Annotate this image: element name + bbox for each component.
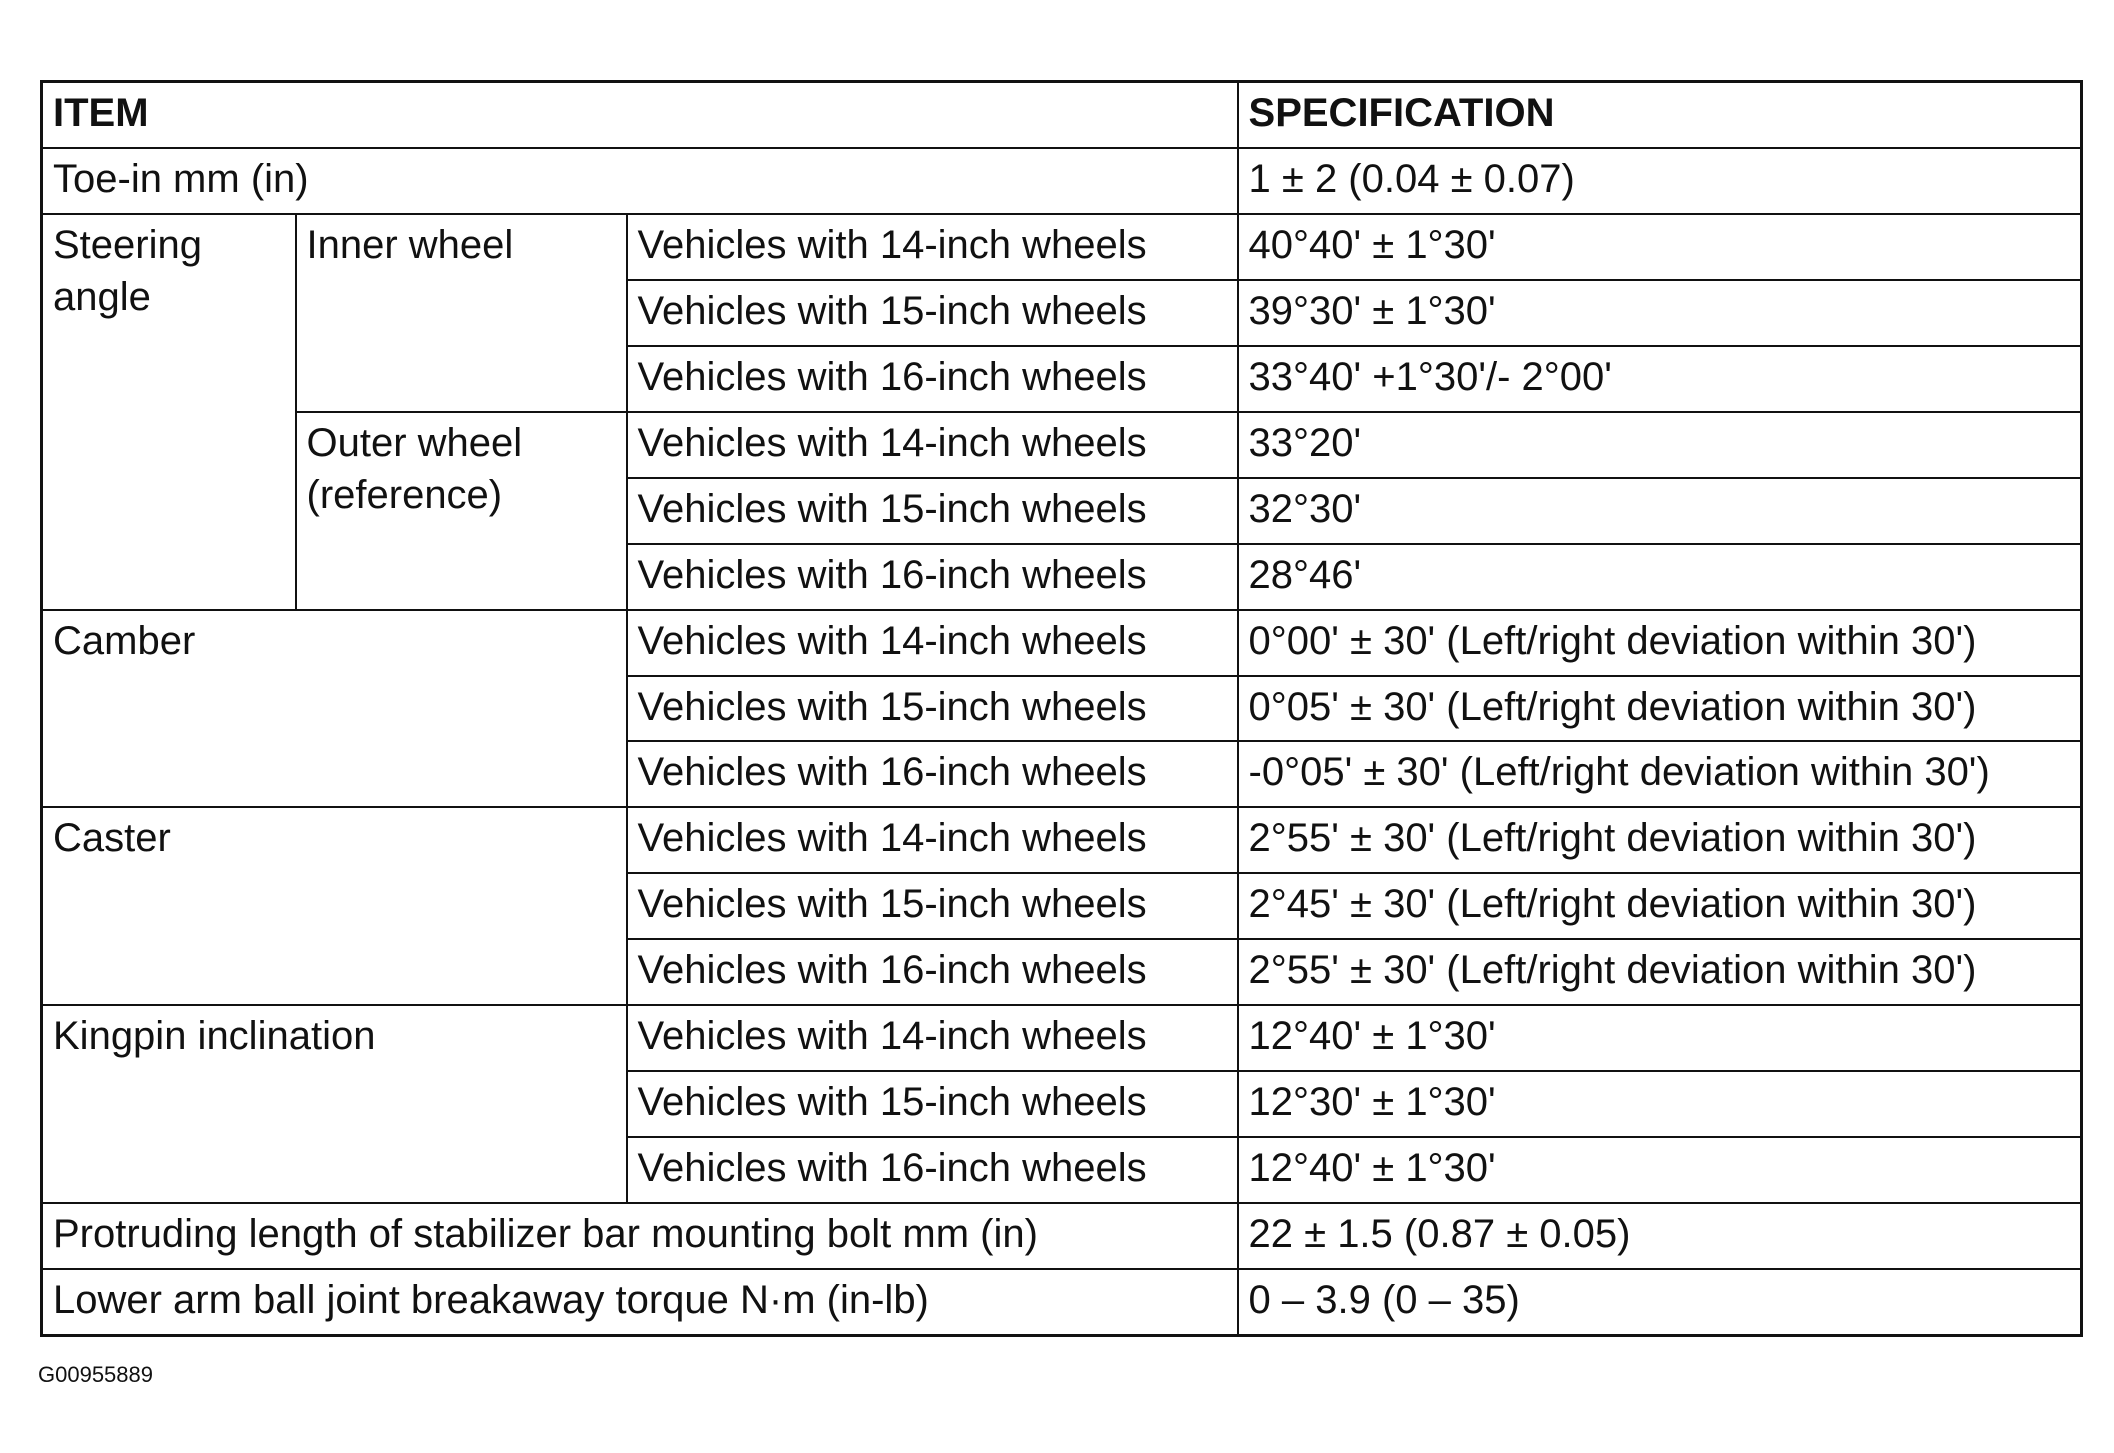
spec-value: 1 ± 2 (0.04 ± 0.07) — [1238, 148, 2082, 214]
table-row — [42, 1203, 2082, 1269]
spec-value: 0 – 3.9 (0 – 35) — [1238, 1269, 2082, 1336]
table-row — [42, 610, 2082, 676]
condition-cell: Vehicles with 16-inch wheels — [627, 544, 1238, 610]
table-row — [42, 148, 2082, 214]
spec-value: 28°46' — [1238, 544, 2082, 610]
item-label: Lower arm ball joint breakaway torque N·m (in-lb) — [42, 1269, 1238, 1336]
specification-table — [40, 80, 2083, 1337]
item-label: Camber — [42, 610, 627, 808]
condition-cell: Vehicles with 15-inch wheels — [627, 1071, 1238, 1137]
item-column-header: ITEM — [42, 82, 1238, 149]
condition-cell: Vehicles with 14-inch wheels — [627, 807, 1238, 873]
condition-cell: Vehicles with 15-inch wheels — [627, 676, 1238, 742]
item-label: Steering angle — [42, 214, 296, 610]
condition-cell: Vehicles with 15-inch wheels — [627, 280, 1238, 346]
condition-cell: Vehicles with 15-inch wheels — [627, 478, 1238, 544]
condition-cell: Vehicles with 16-inch wheels — [627, 346, 1238, 412]
spec-value: 2°45' ± 30' (Left/right deviation within 30') — [1238, 873, 2082, 939]
spec-value: 12°30' ± 1°30' — [1238, 1071, 2082, 1137]
spec-value: 0°05' ± 30' (Left/right deviation within 30') — [1238, 676, 2082, 742]
spec-value: 33°20' — [1238, 412, 2082, 478]
condition-cell: Vehicles with 15-inch wheels — [627, 873, 1238, 939]
condition-cell: Vehicles with 14-inch wheels — [627, 214, 1238, 280]
table-row — [42, 1269, 2082, 1336]
item-label: Caster — [42, 807, 627, 1005]
spec-value: 2°55' ± 30' (Left/right deviation within 30') — [1238, 807, 2082, 873]
sub-item-label: Inner wheel — [296, 214, 627, 412]
spec-value: 22 ± 1.5 (0.87 ± 0.05) — [1238, 1203, 2082, 1269]
table-row — [42, 807, 2082, 873]
figure-id-label: G00955889 — [38, 1362, 153, 1387]
spec-value: 12°40' ± 1°30' — [1238, 1137, 2082, 1203]
spec-value: 12°40' ± 1°30' — [1238, 1005, 2082, 1071]
condition-cell: Vehicles with 14-inch wheels — [627, 610, 1238, 676]
condition-cell: Vehicles with 16-inch wheels — [627, 741, 1238, 807]
condition-cell: Vehicles with 14-inch wheels — [627, 1005, 1238, 1071]
item-label: Kingpin inclination — [42, 1005, 627, 1203]
sub-item-label: Outer wheel (reference) — [296, 412, 627, 610]
item-label: Toe-in mm (in) — [42, 148, 1238, 214]
condition-cell: Vehicles with 16-inch wheels — [627, 1137, 1238, 1203]
spec-value: 33°40' +1°30'/- 2°00' — [1238, 346, 2082, 412]
spec-value: 32°30' — [1238, 478, 2082, 544]
item-label: Protruding length of stabilizer bar mounting bolt mm (in) — [42, 1203, 1238, 1269]
condition-cell: Vehicles with 14-inch wheels — [627, 412, 1238, 478]
spec-value: 0°00' ± 30' (Left/right deviation within 30') — [1238, 610, 2082, 676]
spec-value: -0°05' ± 30' (Left/right deviation within 30') — [1238, 741, 2082, 807]
spec-value: 39°30' ± 1°30' — [1238, 280, 2082, 346]
condition-cell: Vehicles with 16-inch wheels — [627, 939, 1238, 1005]
specification-column-header: SPECIFICATION — [1238, 82, 2082, 149]
spec-value: 40°40' ± 1°30' — [1238, 214, 2082, 280]
table-row — [42, 1005, 2082, 1071]
table-row — [42, 214, 2082, 280]
table-header-row — [42, 82, 2082, 149]
spec-value: 2°55' ± 30' (Left/right deviation within 30') — [1238, 939, 2082, 1005]
table-row — [42, 412, 2082, 478]
